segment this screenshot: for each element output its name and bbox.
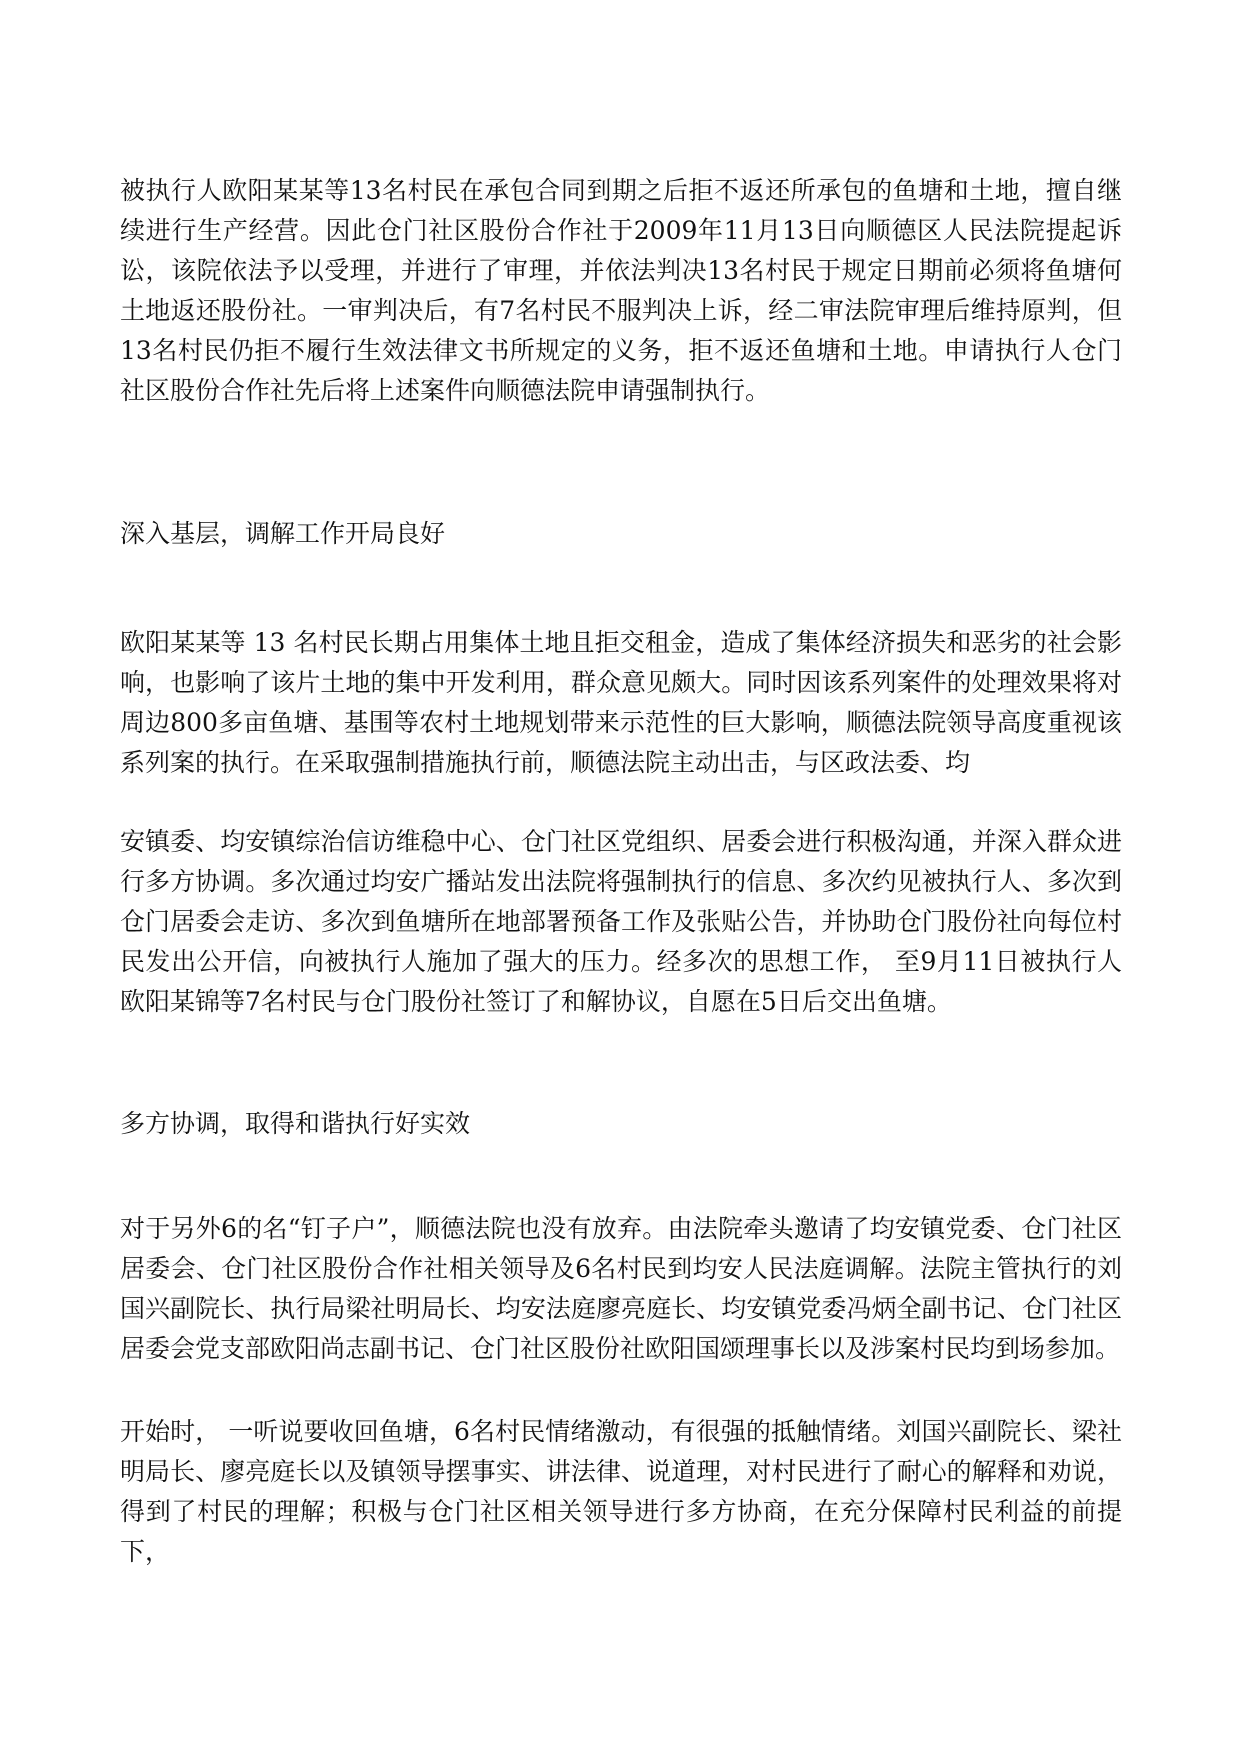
paragraph-5: 开始时， 一听说要收回鱼塘，6名村民情绪激动，有很强的抵触情绪。刘国兴副院长、梁社明局长、廖亮庭长以及镇领导摆事实、讲法律、说道理，对村民进行了耐心的解释和劝说，得到了村民的理解；积极与仓门社区相关领导进行多方协商，在充分保障村民利益的前提下， — [120, 1417, 1122, 1566]
paragraph-3: 安镇委、均安镇综治信访维稳中心、仓门社区党组织、居委会进行积极沟通，并深入群众进行多方协调。多次通过均安广播站发出法院将强制执行的信息、多次约见被执行人、多次到仓门居委会走访、多次到鱼塘所在地部署预备工作及张贴公告，并协助仓门股份社向每位村民发出公开信，向被执行人施加了强大的压力。经多次的思想工作， 至9月11日被执行人欧阳某锦等7名村民与仓门股份社签订了和解协议，自愿在5日后交出鱼塘。 — [120, 827, 1122, 1016]
section-heading-2: 多方协调，取得和谐执行好实效 — [120, 1109, 471, 1138]
section-heading-1: 深入基层，调解工作开局良好 — [120, 519, 446, 548]
paragraph-4: 对于另外6的名“钉子户”，顺德法院也没有放弃。由法院牵头邀请了均安镇党委、仓门社区居委会、仓门社区股份合作社相关领导及6名村民到均安人民法庭调解。法院主管执行的刘国兴副院长、执行局梁社明局长、均安法庭廖亮庭长、均安镇党委冯炳全副书记、仓门社区居委会党支部欧阳尚志副书记、仓门社区股份社欧阳国颂理事长以及涉案村民均到场参加。 — [120, 1214, 1122, 1363]
paragraph-2: 欧阳某某等 13 名村民长期占用集体土地且拒交租金，造成了集体经济损失和恶劣的社会影响，也影响了该片土地的集中开发利用，群众意见颇大。同时因该系列案件的处理效果将对周边800多亩鱼塘、基围等农村土地规划带来示范性的巨大影响，顺德法院领导高度重视该系列案的执行。在采取强制措施执行前，顺德法院主动出击，与区政法委、均 — [120, 628, 1122, 777]
paragraph-1: 被执行人欧阳某某等13名村民在承包合同到期之后拒不返还所承包的鱼塘和土地，擅自继续进行生产经营。因此仓门社区股份合作社于2009年11月13日向顺德区人民法院提起诉讼，该院依法予以受理，并进行了审理，并依法判决13名村民于规定日期前必须将鱼塘何土地返还股份社。一审判决后，有7名村民不服判决上诉，经二审法院审理后维持原判，但13名村民仍拒不履行生效法律文书所规定的义务，拒不返还鱼塘和土地。申请执行人仓门社区股份合作社先后将上述案件向顺德法院申请强制执行。 — [120, 176, 1122, 405]
